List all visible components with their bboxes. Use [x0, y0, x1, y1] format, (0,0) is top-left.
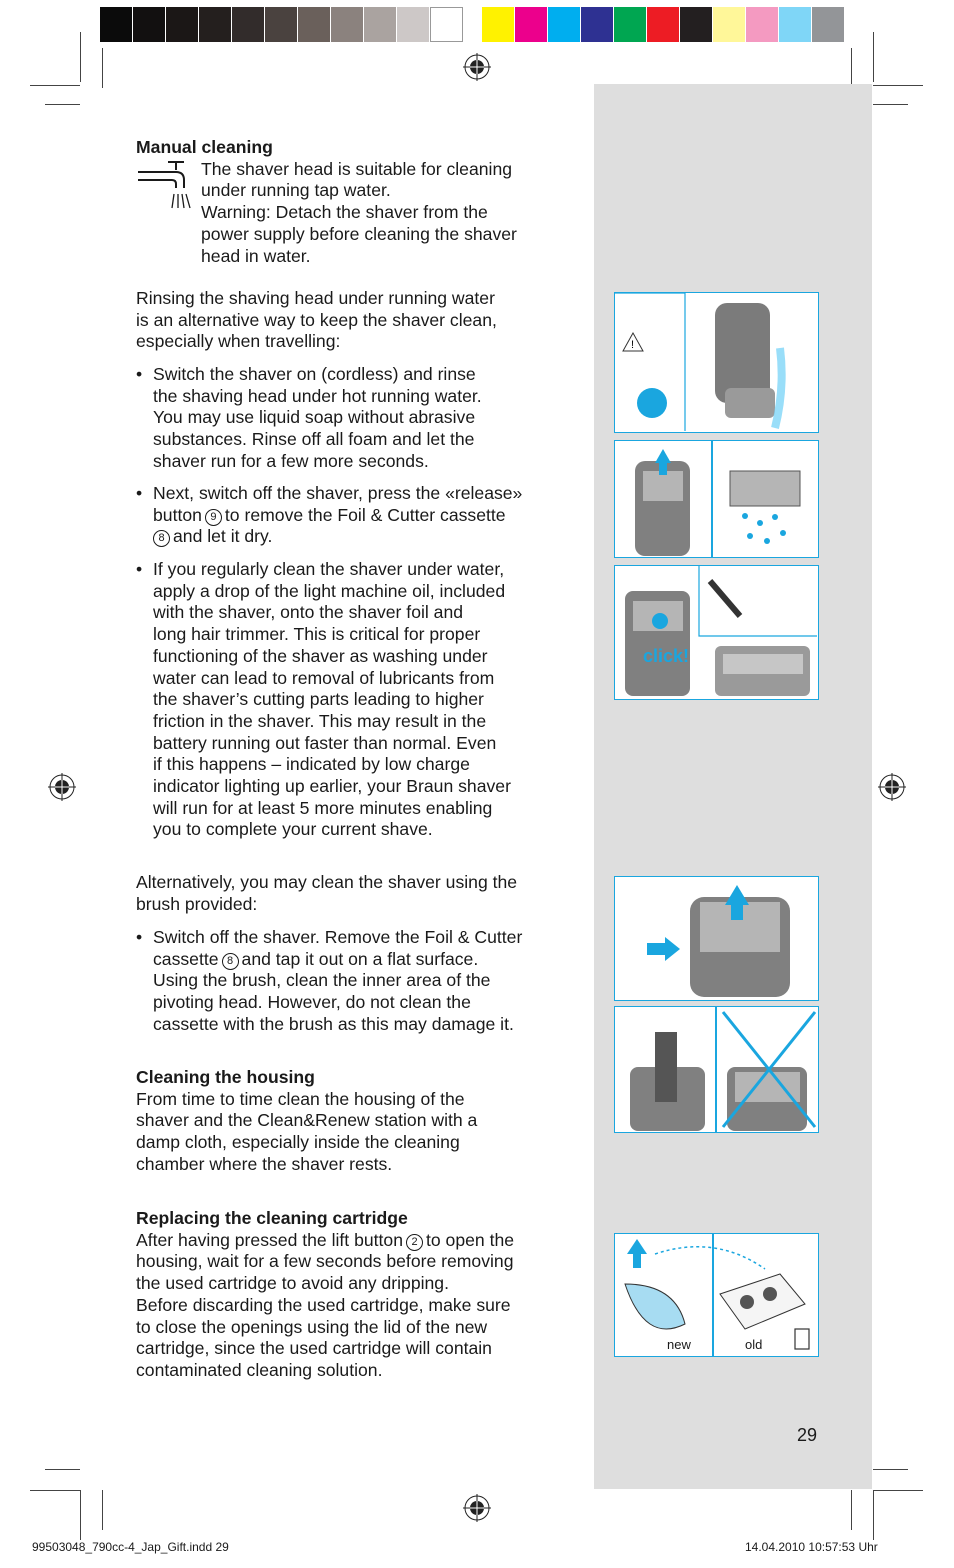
intro-line: Warning: Detach the shaver from the: [201, 202, 488, 223]
bullet-line: • If you regularly clean the shaver under water,: [153, 559, 505, 579]
bullet-line: • Switch the shaver on (cordless) and rinse: [153, 364, 476, 384]
crop-mark: [80, 1490, 81, 1540]
crop-mark: [45, 1469, 80, 1470]
intro-line: under running tap water.: [201, 180, 391, 201]
list-item: [136, 927, 576, 1036]
cartridge-illustration-icon: [615, 1234, 817, 1355]
release-steps-list: [136, 483, 576, 548]
registration-mark-icon: [463, 53, 491, 81]
cleaning-housing-section: [136, 1067, 576, 1176]
crop-mark: [851, 1490, 852, 1530]
registration-mark-icon: [878, 773, 906, 801]
callout-number-2: 2: [406, 1234, 423, 1251]
bullet-line: pivoting head. However, do not clean the: [153, 992, 471, 1013]
cartridge-line: [136, 1230, 566, 1252]
crop-mark: [873, 104, 908, 105]
rinse-line: Rinsing the shaving head under running water: [136, 288, 495, 308]
bullet-line: [153, 505, 576, 527]
shaver-rinse-illustration-icon: [615, 293, 817, 431]
registration-mark-icon: [463, 1494, 491, 1522]
color-swatch: [779, 7, 812, 42]
cartridge-text: After having pressed the lift button: [136, 1229, 403, 1250]
page-number: 29: [797, 1425, 818, 1445]
callout-number-8: 8: [222, 953, 239, 970]
figure-replace-cartridge: [614, 1233, 819, 1357]
bullet-text: button: [153, 504, 202, 525]
color-swatch: [548, 7, 581, 42]
intro-line: power supply before cleaning the shaver: [201, 223, 517, 244]
cartridge-line: contaminated cleaning solution.: [136, 1359, 383, 1380]
bullet-line: functioning of the shaver as washing under: [153, 645, 488, 666]
color-swatch: [166, 7, 199, 42]
bullet-line: you to complete your current shave.: [153, 819, 433, 840]
crop-mark: [851, 48, 852, 88]
tap-cassette-illustration-icon: [615, 877, 817, 999]
color-swatch: [430, 7, 463, 42]
rinse-steps-list: [136, 364, 576, 473]
cartridge-line: housing, wait for a few seconds before removing: [136, 1251, 514, 1272]
housing-line: chamber where the shaver rests.: [136, 1153, 393, 1174]
bullet-line: water can lead to removal of lubricants from: [153, 667, 495, 688]
list-item: [136, 483, 576, 548]
footer-file-info: 99503048_790cc-4_Jap_Gift.indd 29: [32, 1540, 229, 1554]
bullet-line: the shaving head under hot running water.: [153, 385, 482, 406]
color-swatch: [482, 7, 515, 42]
crop-mark: [102, 48, 103, 88]
cartridge-line: to close the openings using the lid of the new: [136, 1316, 488, 1337]
brush-intro: [136, 872, 576, 915]
bullet-text: and let it dry.: [173, 526, 273, 547]
figure-remove-cassette: [614, 440, 819, 558]
color-swatch: [133, 7, 166, 42]
color-swatch: [746, 7, 779, 42]
color-swatch: [515, 7, 548, 42]
brush-steps-list: [136, 927, 576, 1036]
bullet-text: to remove the Foil & Cutter cassette: [224, 504, 506, 525]
figure-tap-out-cassette: [614, 876, 819, 1001]
oil-foil-illustration-icon: [615, 566, 817, 698]
rinse-paragraph: [136, 288, 576, 353]
manual-cleaning-heading: Manual cleaning: [136, 137, 273, 157]
color-swatch: [364, 7, 397, 42]
manual-cleaning-intro: [136, 159, 576, 268]
crop-mark: [30, 1490, 80, 1491]
color-swatch: [298, 7, 331, 42]
callout-number-9: 9: [205, 509, 222, 526]
figure-brush-cleaning: [614, 1006, 819, 1133]
color-swatch: [199, 7, 232, 42]
bullet-line: [153, 949, 576, 971]
crop-mark: [873, 1469, 908, 1470]
rinse-line: especially when travelling:: [136, 331, 341, 352]
bullet-line: • Switch off the shaver. Remove the Foil & Cutter: [153, 927, 523, 947]
manual-cleaning-section: [136, 137, 576, 267]
crop-mark: [873, 85, 923, 86]
crop-mark: [80, 32, 81, 82]
color-swatch: [647, 7, 680, 42]
bullet-line: long hair trimmer. This is critical for proper: [153, 624, 481, 645]
crop-mark: [45, 104, 80, 105]
click-label: click!: [643, 646, 690, 666]
bullet-line: substances. Rinse off all foam and let the: [153, 429, 475, 450]
crop-mark: [873, 32, 874, 82]
housing-line: damp cloth, especially inside the cleaning: [136, 1132, 460, 1153]
color-swatch: [100, 7, 133, 42]
crop-mark: [30, 85, 80, 86]
replacing-cartridge-section: [136, 1208, 566, 1382]
registration-mark-icon: [48, 773, 76, 801]
cleaning-housing-heading: Cleaning the housing: [136, 1067, 315, 1087]
footer-timestamp: 14.04.2010 10:57:53 Uhr: [745, 1540, 878, 1554]
brush-illustration-icon: [615, 1007, 817, 1131]
bullet-line: apply a drop of the light machine oil, included: [153, 580, 506, 601]
color-swatch: [265, 7, 298, 42]
bullet-text: cassette: [153, 948, 219, 969]
figure-rinse-under-water: [614, 292, 819, 433]
brush-intro-line: brush provided:: [136, 893, 258, 914]
figure-oil-and-click: [614, 565, 819, 700]
oil-steps-list: [136, 559, 576, 841]
intro-line: head in water.: [201, 245, 311, 266]
rinse-line: is an alternative way to keep the shaver clean,: [136, 309, 497, 330]
color-swatch: [680, 7, 713, 42]
bullet-line: You may use liquid soap without abrasive: [153, 407, 476, 428]
color-swatch: [713, 7, 746, 42]
bullet-line: if this happens – indicated by low charge: [153, 754, 470, 775]
color-swatch: [812, 7, 845, 42]
old-cartridge-label: old: [745, 1337, 763, 1352]
intro-line: The shaver head is suitable for cleaning: [201, 158, 513, 179]
color-swatch: [614, 7, 647, 42]
color-swatch: [331, 7, 364, 42]
housing-line: From time to time clean the housing of the: [136, 1088, 465, 1109]
bullet-line: Using the brush, clean the inner area of the: [153, 970, 491, 991]
svg-text:!: !: [631, 339, 635, 351]
crop-mark: [873, 1490, 923, 1491]
bullet-line: will run for at least 5 more minutes enabling: [153, 797, 493, 818]
list-item: [136, 559, 576, 841]
housing-line: shaver and the Clean&Renew station with a: [136, 1110, 478, 1131]
crop-mark: [873, 1490, 874, 1540]
color-swatch: [581, 7, 614, 42]
bullet-line: the shaver’s cutting parts leading to higher: [153, 689, 484, 710]
color-bar-grayscale: [100, 7, 463, 42]
bullet-line: indicator lighting up earlier, your Braun shaver: [153, 776, 511, 797]
replacing-cartridge-heading: Replacing the cleaning cartridge: [136, 1208, 408, 1228]
bullet-line: with the shaver, onto the shaver foil and: [153, 602, 464, 623]
bullet-text: and tap it out on a flat surface.: [241, 948, 479, 969]
brush-intro-line: Alternatively, you may clean the shaver using the: [136, 872, 518, 892]
bullet-line: [153, 526, 576, 548]
bullet-line: battery running out faster than normal. Even: [153, 732, 497, 753]
list-item: [136, 364, 576, 473]
cartridge-text: to open the: [426, 1229, 515, 1250]
cassette-removal-illustration-icon: [615, 441, 817, 556]
bullet-line: • Next, switch off the shaver, press the «release»: [153, 483, 523, 503]
new-cartridge-label: new: [667, 1337, 691, 1352]
bullet-line: cassette with the brush as this may damage it.: [153, 1013, 514, 1034]
color-swatch: [397, 7, 430, 42]
color-swatch: [232, 7, 265, 42]
callout-number-8: 8: [153, 530, 170, 547]
bullet-line: shaver run for a few more seconds.: [153, 450, 429, 471]
bullet-line: friction in the shaver. This may result in the: [153, 710, 487, 731]
cartridge-line: the used cartridge to avoid any dripping.: [136, 1273, 449, 1294]
cartridge-line: cartridge, since the used cartridge will contain: [136, 1338, 492, 1359]
color-bar-process: [482, 7, 845, 42]
cartridge-line: Before discarding the used cartridge, make sure: [136, 1294, 511, 1315]
crop-mark: [102, 1490, 103, 1530]
